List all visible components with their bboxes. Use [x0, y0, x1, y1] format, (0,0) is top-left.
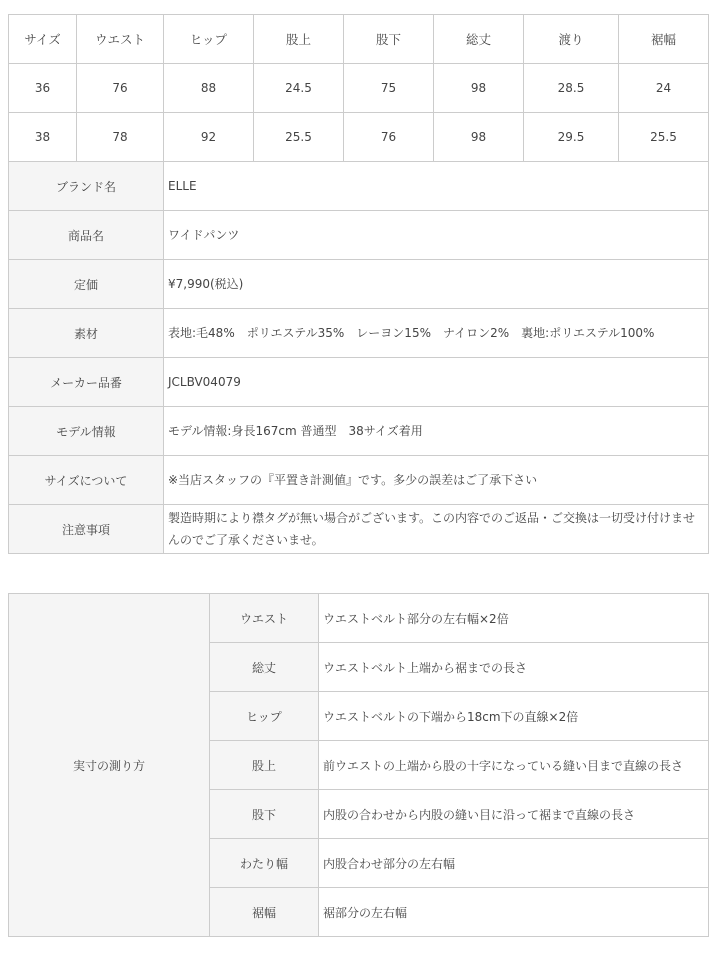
- model-info-label: モデル情報: [9, 407, 164, 456]
- size-note-label: サイズについて: [9, 456, 164, 505]
- measure-desc-waist: ウエストベルト部分の左右幅×2倍: [319, 594, 709, 643]
- info-row-price: [9, 260, 709, 309]
- measure-item-rise: 股上: [210, 741, 319, 790]
- inseam-cell: 76: [344, 113, 434, 162]
- hip-cell: 92: [164, 113, 254, 162]
- product-name-value: ワイドパンツ: [164, 211, 709, 260]
- info-row-caution: [9, 505, 709, 554]
- hem-width-cell: 25.5: [619, 113, 709, 162]
- hem-width-cell: 24: [619, 64, 709, 113]
- measure-row-waist: [9, 594, 709, 643]
- measure-item-thigh-width: わたり幅: [210, 839, 319, 888]
- size-row: [9, 64, 709, 113]
- header-hem-width: 裾幅: [619, 15, 709, 64]
- measure-desc-rise: 前ウエストの上端から股の十字になっている縫い目まで直線の長さ: [319, 741, 709, 790]
- measure-desc-total-length: ウエストベルト上端から裾までの長さ: [319, 643, 709, 692]
- waist-cell: 76: [77, 64, 164, 113]
- maker-number-label: メーカー品番: [9, 358, 164, 407]
- header-hip: ヒップ: [164, 15, 254, 64]
- header-size: サイズ: [9, 15, 77, 64]
- size-cell: 36: [9, 64, 77, 113]
- header-rise: 股上: [254, 15, 344, 64]
- measure-desc-thigh-width: 内股合わせ部分の左右幅: [319, 839, 709, 888]
- model-info-value: モデル情報:身長167cm 普通型 38サイズ着用: [164, 407, 709, 456]
- size-cell: 38: [9, 113, 77, 162]
- measure-desc-hip: ウエストベルトの下端から18cm下の直線×2倍: [319, 692, 709, 741]
- measure-desc-inseam: 内股の合わせから内股の縫い目に沿って裾まで直線の長さ: [319, 790, 709, 839]
- info-row-model: [9, 407, 709, 456]
- measure-item-inseam: 股下: [210, 790, 319, 839]
- thigh-cell: 29.5: [524, 113, 619, 162]
- thigh-cell: 28.5: [524, 64, 619, 113]
- size-note-value: ※当店スタッフの『平置き計測値』です。多少の誤差はご了承下さい: [164, 456, 709, 505]
- measurement-guide-title: 実寸の測り方: [9, 594, 210, 937]
- inseam-cell: 75: [344, 64, 434, 113]
- caution-value: 製造時期により襟タグが無い場合がございます。この内容でのご返品・ご交換は一切受け付けませんのでご了承くださいませ。: [164, 505, 709, 554]
- product-name-label: 商品名: [9, 211, 164, 260]
- measure-item-waist: ウエスト: [210, 594, 319, 643]
- price-value: ¥7,990(税込): [164, 260, 709, 309]
- rise-cell: 24.5: [254, 64, 344, 113]
- measure-item-hip: ヒップ: [210, 692, 319, 741]
- caution-label: 注意事項: [9, 505, 164, 554]
- info-row-product-name: [9, 211, 709, 260]
- total-length-cell: 98: [434, 64, 524, 113]
- info-row-size-note: [9, 456, 709, 505]
- info-row-material: [9, 309, 709, 358]
- brand-value: ELLE: [164, 162, 709, 211]
- material-value: 表地:毛48% ポリエステル35% レーヨン15% ナイロン2% 裏地:ポリエステル100%: [164, 309, 709, 358]
- header-inseam: 股下: [344, 15, 434, 64]
- header-waist: ウエスト: [77, 15, 164, 64]
- maker-number-value: JCLBV04079: [164, 358, 709, 407]
- total-length-cell: 98: [434, 113, 524, 162]
- price-label: 定価: [9, 260, 164, 309]
- hip-cell: 88: [164, 64, 254, 113]
- measure-item-total-length: 総丈: [210, 643, 319, 692]
- size-table: [8, 14, 709, 554]
- measure-item-hem-width: 裾幅: [210, 888, 319, 937]
- rise-cell: 25.5: [254, 113, 344, 162]
- measurement-table: [8, 593, 709, 937]
- measure-desc-hem-width: 裾部分の左右幅: [319, 888, 709, 937]
- info-row-maker-number: [9, 358, 709, 407]
- size-row: [9, 113, 709, 162]
- material-label: 素材: [9, 309, 164, 358]
- header-total-length: 総丈: [434, 15, 524, 64]
- waist-cell: 78: [77, 113, 164, 162]
- info-row-brand: [9, 162, 709, 211]
- header-thigh: 渡り: [524, 15, 619, 64]
- brand-label: ブランド名: [9, 162, 164, 211]
- size-table-header-row: [9, 15, 709, 64]
